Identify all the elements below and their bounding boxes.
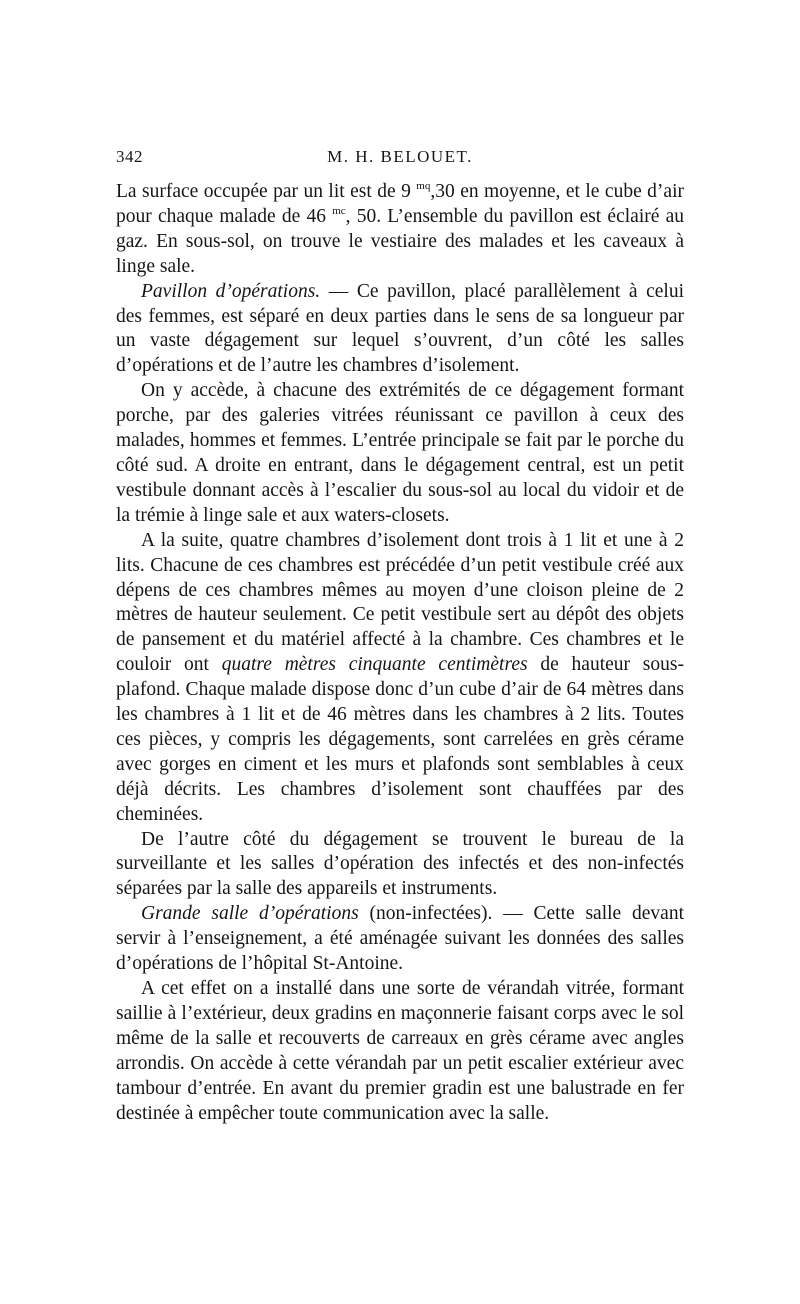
superscript-unit: mq [416,180,431,192]
page-number: 342 [116,147,143,166]
text-run: A la suite, quatre chambres d’isolement dont trois à 1 lit et une à 2 lits. Chacune de ces chambres est précédée d’un petit vestibule créé aux dépens de ces chambres mêmes au moyen d’une cloison pleine de 2 mètres de hauteur seulement. Ce petit vestibule sert au dépôt des objets de pansement et du matériel affecté à la chambre. Ces chambres et le couloir ont [116,529,684,676]
running-title: M. H. BELOUET. [327,147,473,166]
section-heading-italic: Grande salle d’opérations [141,903,359,925]
text-run: — Ce pavillon, placé parallèlement à celui des femmes, est séparé en deux parties dans le sens de sa longueur par un vaste dégagement sur lequel s’ouvrent, d’un côté les salles d’opérations et de l’autre les chambres d’isolement. [116,280,684,377]
italic-emphasis: quatre mètres cinquante centimètres [221,654,528,676]
text-run: ,30 en moyenne, et le cube d’air pour chaque malade de 46 [116,181,684,227]
text-run: A cet effet on a installé dans une sorte de vérandah vitrée, formant saillie à l’extérieur, deux gradins en maçonnerie faisant corps avec le sol même de la salle et recouverts de carreaux en grès cérame avec angles arrondis. On accède à cette vérandah par un petit escalier extérieur avec tambour d’entrée. En avant du premier gradin est une balustrade en fer destinée à empêcher toute communication avec la salle. [116,978,684,1124]
paragraph [116,902,684,977]
superscript-unit: mc [332,204,346,217]
section-heading-italic: Pavillon d’opérations. [141,280,321,302]
text-run: On y accède, à chacune des extrémités de ce dégagement formant porche, par des galeries vitrées réunissant ce pavillon à ceux des malades, hommes et femmes. L’entrée principale se fait par le porche du côté sud. A droite en entrant, dans le dégagement central, est un petit vestibule donnant accès à l’escalier du sous-sol au local du vidoir et de la trémie à linge sale et aux waters-closets. [116,380,684,526]
paragraph [116,180,684,280]
body-text [116,180,684,1126]
text-run: De l’autre côté du dégagement se trouvent le bureau de la surveillante et les salles d’opération des infectés et des non-infectés séparées par la salle des appareils et instruments. [116,828,684,900]
text-run: La surface occupée par un lit est de 9 [116,181,417,202]
text-run: de hauteur sous-plafond. Chaque malade dispose donc d’un cube d’air de 64 mètres dans les chambres à 1 lit et de 46 mètres dans les chambres à 2 lits. Toutes ces pièces, y compris les dégagements, sont carrelées en grès cérame avec gorges en ciment et les murs et plafonds sont semblables à ceux déjà décrits. Les chambres d’isolement sont chauffées par des cheminées. [116,654,684,825]
paragraph [116,529,684,828]
paragraph [116,280,684,380]
paragraph [116,977,684,1126]
running-header [116,147,684,175]
paragraph [116,379,684,528]
paragraph [116,828,684,903]
text-run: , 50. L’ensemble du pavillon est éclairé au gaz. En sous-sol, on trouve le vestiaire des malades et les caveaux à linge sale. [116,205,684,277]
text-run: (non-infectées). — Cette salle devant servir à l’enseignement, a été aménagée suivant les données des salles d’opérations de l’hôpital St-Antoine. [116,903,684,975]
